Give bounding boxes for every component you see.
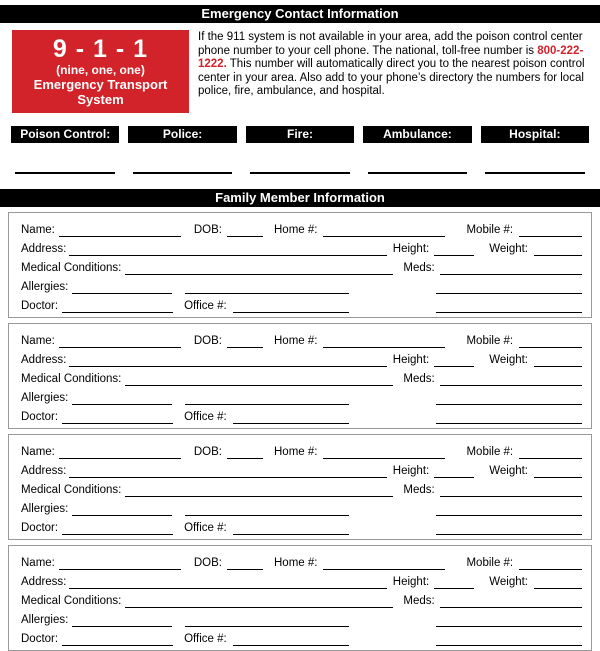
address-label: Address: bbox=[21, 576, 67, 588]
height-input-line[interactable] bbox=[434, 577, 474, 589]
allergies-row bbox=[21, 275, 582, 294]
office-number-input-line[interactable] bbox=[233, 412, 349, 424]
meds-extra2-input-line[interactable] bbox=[436, 523, 582, 535]
family-member-block bbox=[8, 323, 592, 429]
height-label: Height: bbox=[392, 243, 430, 255]
address-row bbox=[21, 348, 582, 367]
weight-input-line[interactable] bbox=[534, 466, 582, 478]
family-member-block bbox=[8, 212, 592, 318]
doctor-label: Doctor: bbox=[21, 300, 59, 312]
meds-label: Meds: bbox=[403, 262, 435, 274]
allergies-extra-input-line[interactable] bbox=[185, 504, 349, 516]
mobile-number-input-line[interactable] bbox=[519, 558, 582, 570]
family-member-blocks bbox=[8, 212, 592, 651]
meds-extra2-input-line[interactable] bbox=[436, 412, 582, 424]
office-number-label: Office #: bbox=[184, 411, 227, 423]
poison-control-phone-number: 800-222-1222. bbox=[198, 44, 584, 71]
doctor-row bbox=[21, 627, 582, 646]
weight-input-line[interactable] bbox=[534, 577, 582, 589]
office-number-label: Office #: bbox=[184, 522, 227, 534]
mobile-number-input-line[interactable] bbox=[519, 225, 582, 237]
medical-conditions-label: Medical Conditions: bbox=[21, 595, 122, 607]
contact-labels-row bbox=[11, 126, 589, 143]
doctor-input-line[interactable] bbox=[62, 301, 173, 313]
medical-conditions-label: Medical Conditions: bbox=[21, 484, 122, 496]
doctor-input-line[interactable] bbox=[62, 523, 173, 535]
meds-input-line[interactable] bbox=[440, 374, 582, 386]
intro-text-after: This number will automatically direct you to the nearest poison control center in your area. Also add to your phone’s directory the numbers for local police, fire, ambulance, and hospital. bbox=[198, 58, 585, 98]
address-input-line[interactable] bbox=[69, 244, 386, 256]
dob-input-line[interactable] bbox=[227, 336, 263, 348]
name-row bbox=[21, 440, 582, 459]
allergies-row bbox=[21, 497, 582, 516]
medical-conditions-label: Medical Conditions: bbox=[21, 373, 122, 385]
doctor-input-line[interactable] bbox=[62, 634, 173, 646]
medical-conditions-input-line[interactable] bbox=[125, 485, 393, 497]
height-input-line[interactable] bbox=[434, 355, 474, 367]
name-label: Name: bbox=[21, 224, 55, 236]
home-number-input-line[interactable] bbox=[323, 447, 445, 459]
home-number-input-line[interactable] bbox=[323, 336, 445, 348]
meds-input-line[interactable] bbox=[440, 485, 582, 497]
meds-extra-input-line[interactable] bbox=[436, 282, 582, 294]
mobile-number-input-line[interactable] bbox=[519, 447, 582, 459]
medical-conditions-row bbox=[21, 478, 582, 497]
height-input-line[interactable] bbox=[434, 466, 474, 478]
mobile-number-label: Mobile #: bbox=[466, 335, 514, 347]
home-number-input-line[interactable] bbox=[323, 558, 445, 570]
address-input-line[interactable] bbox=[69, 466, 386, 478]
allergies-input-line[interactable] bbox=[72, 615, 172, 627]
meds-input-line[interactable] bbox=[440, 596, 582, 608]
home-number-input-line[interactable] bbox=[323, 225, 445, 237]
meds-extra2-input-line[interactable] bbox=[436, 301, 582, 313]
office-number-input-line[interactable] bbox=[233, 301, 349, 313]
doctor-row bbox=[21, 516, 582, 535]
family-header-title: Family Member Information bbox=[215, 190, 385, 205]
dob-label: DOB: bbox=[193, 557, 222, 569]
nine-one-one-box bbox=[12, 30, 189, 113]
mobile-number-label: Mobile #: bbox=[466, 446, 514, 458]
allergies-label: Allergies: bbox=[21, 281, 69, 293]
doctor-label: Doctor: bbox=[21, 411, 59, 423]
medical-conditions-row bbox=[21, 367, 582, 386]
allergies-row bbox=[21, 386, 582, 405]
doctor-row bbox=[21, 405, 582, 424]
mobile-number-label: Mobile #: bbox=[466, 557, 514, 569]
family-member-block bbox=[8, 434, 592, 540]
meds-label: Meds: bbox=[403, 595, 435, 607]
office-number-input-line[interactable] bbox=[233, 523, 349, 535]
home-number-label: Home #: bbox=[274, 446, 318, 458]
address-label: Address: bbox=[21, 354, 67, 366]
address-row bbox=[21, 570, 582, 589]
contact-label-fire: Fire: bbox=[246, 126, 354, 143]
medical-conditions-label: Medical Conditions: bbox=[21, 262, 122, 274]
intro-text-before: If the 911 system is not available in your area, add the poison control center phone number to your cell phone. The national, toll-free number is bbox=[198, 31, 583, 57]
police-input-line[interactable] bbox=[133, 172, 233, 174]
intro-section bbox=[12, 30, 592, 113]
office-number-label: Office #: bbox=[184, 633, 227, 645]
home-number-label: Home #: bbox=[274, 335, 318, 347]
name-input-line[interactable] bbox=[59, 336, 181, 348]
weight-input-line[interactable] bbox=[534, 244, 582, 256]
medical-conditions-row bbox=[21, 256, 582, 275]
name-row bbox=[21, 551, 582, 570]
family-member-block bbox=[8, 545, 592, 651]
dob-label: DOB: bbox=[193, 335, 222, 347]
hospital-input-line[interactable] bbox=[485, 172, 585, 174]
contact-label-ambulance: Ambulance: bbox=[363, 126, 471, 143]
address-input-line[interactable] bbox=[69, 355, 386, 367]
emergency-transport-label: Emergency Transport System bbox=[33, 77, 168, 107]
doctor-label: Doctor: bbox=[21, 633, 59, 645]
allergies-row bbox=[21, 608, 582, 627]
name-input-line[interactable] bbox=[59, 225, 181, 237]
dob-input-line[interactable] bbox=[227, 558, 263, 570]
contact-label-hospital: Hospital: bbox=[481, 126, 589, 143]
doctor-label: Doctor: bbox=[21, 522, 59, 534]
contact-label-police: Police: bbox=[128, 126, 236, 143]
weight-input-line[interactable] bbox=[534, 355, 582, 367]
allergies-input-line[interactable] bbox=[72, 393, 172, 405]
dob-input-line[interactable] bbox=[227, 225, 263, 237]
allergies-extra-input-line[interactable] bbox=[185, 282, 349, 294]
height-input-line[interactable] bbox=[434, 244, 474, 256]
medical-conditions-input-line[interactable] bbox=[125, 596, 393, 608]
contact-lines-row bbox=[11, 172, 589, 174]
weight-label: Weight: bbox=[489, 465, 528, 477]
meds-extra2-input-line[interactable] bbox=[436, 634, 582, 646]
doctor-row bbox=[21, 294, 582, 313]
family-header-bar bbox=[0, 189, 600, 207]
dob-input-line[interactable] bbox=[227, 447, 263, 459]
dob-label: DOB: bbox=[193, 446, 222, 458]
allergies-label: Allergies: bbox=[21, 614, 69, 626]
height-label: Height: bbox=[392, 354, 430, 366]
office-number-label: Office #: bbox=[184, 300, 227, 312]
meds-extra-input-line[interactable] bbox=[436, 393, 582, 405]
allergies-input-line[interactable] bbox=[72, 504, 172, 516]
name-label: Name: bbox=[21, 557, 55, 569]
allergies-extra-input-line[interactable] bbox=[185, 615, 349, 627]
meds-label: Meds: bbox=[403, 484, 435, 496]
meds-extra-input-line[interactable] bbox=[436, 615, 582, 627]
contact-label-poison-control: Poison Control: bbox=[11, 126, 119, 143]
weight-label: Weight: bbox=[489, 576, 528, 588]
medical-conditions-input-line[interactable] bbox=[125, 263, 393, 275]
medical-conditions-row bbox=[21, 589, 582, 608]
home-number-label: Home #: bbox=[274, 224, 318, 236]
meds-extra-input-line[interactable] bbox=[436, 504, 582, 516]
name-label: Name: bbox=[21, 446, 55, 458]
mobile-number-input-line[interactable] bbox=[519, 336, 582, 348]
office-number-input-line[interactable] bbox=[233, 634, 349, 646]
allergies-label: Allergies: bbox=[21, 503, 69, 515]
weight-label: Weight: bbox=[489, 354, 528, 366]
address-label: Address: bbox=[21, 243, 67, 255]
doctor-input-line[interactable] bbox=[62, 412, 173, 424]
medical-conditions-input-line[interactable] bbox=[125, 374, 393, 386]
emergency-header-bar bbox=[0, 5, 600, 23]
home-number-label: Home #: bbox=[274, 557, 318, 569]
weight-label: Weight: bbox=[489, 243, 528, 255]
dob-label: DOB: bbox=[193, 224, 222, 236]
address-row bbox=[21, 459, 582, 478]
name-input-line[interactable] bbox=[59, 558, 181, 570]
nine-one-one-subtitle: (nine, one, one) bbox=[56, 63, 145, 77]
emergency-header-title: Emergency Contact Information bbox=[201, 6, 399, 21]
name-label: Name: bbox=[21, 335, 55, 347]
address-input-line[interactable] bbox=[69, 577, 386, 589]
allergies-input-line[interactable] bbox=[72, 282, 172, 294]
height-label: Height: bbox=[392, 465, 430, 477]
address-label: Address: bbox=[21, 465, 67, 477]
meds-label: Meds: bbox=[403, 373, 435, 385]
name-row bbox=[21, 329, 582, 348]
fire-input-line[interactable] bbox=[250, 172, 350, 174]
intro-paragraph bbox=[198, 30, 592, 113]
nine-one-one-number: 9 - 1 - 1 bbox=[52, 35, 149, 63]
ambulance-input-line[interactable] bbox=[368, 172, 468, 174]
name-row bbox=[21, 218, 582, 237]
meds-input-line[interactable] bbox=[440, 263, 582, 275]
address-row bbox=[21, 237, 582, 256]
height-label: Height: bbox=[392, 576, 430, 588]
allergies-extra-input-line[interactable] bbox=[185, 393, 349, 405]
allergies-label: Allergies: bbox=[21, 392, 69, 404]
name-input-line[interactable] bbox=[59, 447, 181, 459]
poison-control-input-line[interactable] bbox=[15, 172, 115, 174]
mobile-number-label: Mobile #: bbox=[466, 224, 514, 236]
